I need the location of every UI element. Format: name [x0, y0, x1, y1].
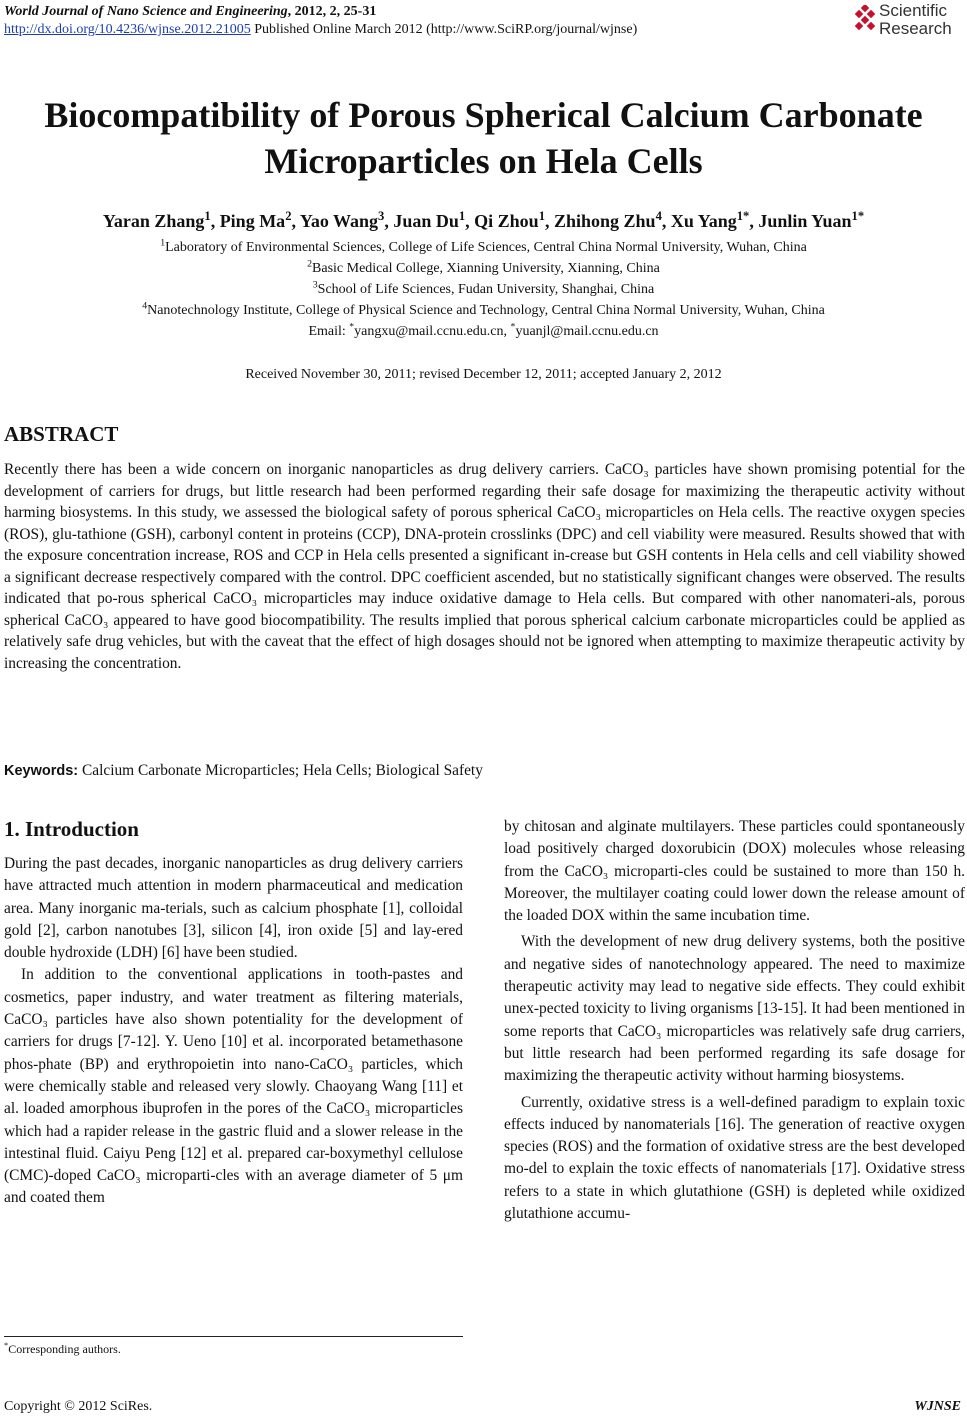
logo-diamonds-icon [853, 5, 879, 37]
doi-line [4, 21, 637, 38]
paragraph: During the past decades, inorganic nanoparticles as drug delivery carriers have attracted much attention in modern pharmaceutical and medication area. Many inorganic ma-terials, such as calcium phosphate [1], colloidal gold [2], carbon nanotubes [3], silicon [4], iron oxide [5] and lay-ered double hydroxide (LDH) [6] have been studied. [4, 855, 463, 962]
author-sup: 1 [538, 209, 545, 223]
email-star: * [510, 321, 516, 333]
author-sup: 1* [851, 209, 865, 223]
author: Junlin Yuan [758, 211, 852, 231]
paper-title [0, 92, 967, 184]
published-info: Published Online March 2012 (http://www.SciRP.org/journal/wjnse) [250, 22, 638, 37]
author-sup: 1 [204, 209, 211, 223]
email-address-1[interactable]: yangxu@mail.ccnu.edu.cn [354, 324, 504, 339]
author-sup: 4 [655, 209, 662, 223]
footnote-text: Corresponding authors. [8, 1342, 121, 1356]
journal-abbrev-footer: WJNSE [914, 1399, 961, 1414]
affiliation-text: Basic Medical College, Xianning University, Xianning, China [312, 261, 660, 276]
footnote-star: * [4, 1341, 9, 1350]
affiliation-4 [0, 301, 967, 321]
keywords-line [4, 761, 965, 781]
keywords-label: Keywords: [4, 763, 79, 779]
logo-line2: Research [879, 19, 952, 38]
scientific-research-logo [853, 2, 965, 42]
email-sep: , [503, 324, 511, 339]
abstract-text: Recently there has been a wide concern on inorganic nanoparticles as drug delivery carriers. CaCO₃ particles have shown promising potential for the development of carriers for drugs, but little research had been performed regarding their safe dosage for maximizing the therapeutic activity without harming biosystems. In this study, we assessed the biological safety of porous spherical CaCO₃ microparticles on Hela cells. The reactive oxygen species (ROS), glu-tathione (GSH), carbonyl content in proteins (CCP), DNA-protein crosslinks (DPC) and cell viability were measured. Results showed that with the exposure concentration increase, ROS and CCP in Hela cells presented a significant in-crease but GSH contents in Hela cells and cell viability showed a significant decrease respectively compared with the control. DPC coefficient ascended, but no statistically significant changes were observed. The results indicated that po-rous spherical CaCO₃ microparticles may induce oxidative damage to Hela cells. But compared with other nanomateri-als, porous spherical CaCO₃ appeared to have good biocompatibility. The results implied that porous spherical calcium carbonate microparticles could be applied as relatively safe drug vehicles, but with the caveat that the effect of high dosages should not be ignored when attempting to maximize therapeutic activity by increasing the concentration. [4, 461, 965, 672]
doi-link[interactable]: http://dx.doi.org/10.4236/wjnse.2012.21005 [4, 22, 251, 37]
left-column [4, 853, 463, 1210]
paragraph: Currently, oxidative stress is a well-defined paradigm to explain toxic effects induced by nanomaterials [16]. The generation of reactive oxygen species (ROS) and the formation of oxidative stress are the best developed mo-del to explain the toxic effects of nanomaterials [17]. Oxidative stress refers to a state in which glutathione (GSH) is depleted while oxidized glutathione accumu- [504, 1093, 965, 1223]
author-sup: 1 [458, 209, 466, 223]
author: Xu Yang [670, 211, 737, 231]
email-label: Email: [308, 324, 350, 339]
paragraph: With the development of new drug delivery systems, both the positive and negative sides of nanotechnology appeared. The need to maximize therapeutic activity may lead to negative side effects. They could exhibit unex-pected toxicity to living organisms [13-15]. It had been mentioned in some reports that CaCO₃ microparticles was relatively safe drug carriers, but little research had been performed regarding its safe dosage for maximizing the therapeutic activity without harming biosystems. [504, 933, 965, 1085]
logo-line1: Scientific [879, 1, 948, 20]
email-star: * [349, 321, 355, 333]
affiliation-text: Nanotechnology Institute, College of Physical Science and Technology, Central China Normal University, Wuhan, China [147, 303, 825, 318]
title-line-1: Biocompatibility of Porous Spherical Calcium Carbonate [44, 95, 923, 135]
affiliation-1 [0, 238, 967, 258]
affiliation-sup: 2 [307, 258, 313, 270]
intro-heading: 1. Introduction [4, 817, 139, 841]
author-sup: 1* [736, 209, 750, 223]
affiliation-sup: 3 [312, 279, 318, 291]
footnote-rule [4, 1336, 463, 1337]
author: Qi Zhou [474, 211, 539, 231]
affiliation-3 [0, 280, 967, 300]
author: Yao Wang [299, 211, 379, 231]
journal-name: World Journal of Nano Science and Engineering [4, 4, 288, 19]
abstract-heading: ABSTRACT [4, 422, 119, 446]
author: Yaran Zhang [102, 211, 205, 231]
author-sup: 3 [378, 209, 385, 223]
affiliation-2 [0, 259, 967, 279]
email-address-2[interactable]: yuanjl@mail.ccnu.edu.cn [515, 324, 659, 339]
title-line-2: Microparticles on Hela Cells [264, 141, 703, 181]
affiliation-text: School of Life Sciences, Fudan University, Shanghai, China [317, 282, 655, 297]
copyright-footer: Copyright © 2012 SciRes. [4, 1399, 153, 1414]
author: Zhihong Zhu [553, 211, 656, 231]
affiliation-sup: 1 [160, 237, 166, 249]
affiliation-text: Laboratory of Environmental Sciences, College of Life Sciences, Central China Normal University, Wuhan, China [165, 240, 807, 255]
paragraph: In addition to the conventional applications in tooth-pastes and cosmetics, paper industry, and water treatment as filtering materials, CaCO₃ particles have also shown potentiality for the development of carriers for drugs [7-12]. Y. Ueno [10] et al. incorporated betamethasone phos-phate (BP) and erythropoietin into nano-CaCO₃ particles, which were chemically stable and released very slowly. Chaoyang Wang [11] et al. loaded amorphous ibuprofen in the pores of the CaCO₃ microparticles which had a rapider release in the gastric fluid and a slower release in the intestinal fluid. Caiyu Peng [12] et al. prepared car-boxymethyl cellulose (CMC)-doped CaCO₃ microparti-cles with an average diameter of 5 μm and coated them [4, 966, 463, 1207]
footnote [4, 1341, 121, 1357]
right-column [504, 816, 965, 1225]
keywords-text: Calcium Carbonate Microparticles; Hela Cells; Biological Safety [78, 762, 483, 779]
author-sup: 2 [285, 209, 292, 223]
journal-issue: , 2012, 2, 25-31 [287, 4, 377, 19]
author-list: Yaran Zhang$^1$, Ping Ma$^2$, Yao Wang$^3$, Juan Du$^1$, Qi Zhou$^1$, Zhihong Zhu$^4$, Xu Yang$^{1*}$, Junlin Yuan$^{1*}$ [102, 209, 865, 231]
author: Ping Ma [219, 211, 286, 231]
journal-header [4, 3, 376, 20]
logo-text [879, 2, 952, 38]
paragraph: by chitosan and alginate multilayers. These particles could spontaneously load positively charged doxorubicin (DOX) molecules whose releasing from the CaCO₃ microparti-cles could be sustained to more than 150 h. Moreover, the multilayer coating could lower down the release amount of the loaded DOX within the same incubation time. [504, 818, 965, 925]
received-dates: Received November 30, 2011; revised December 12, 2011; accepted January 2, 2012 [245, 367, 722, 382]
affiliation-sup: 4 [142, 300, 148, 312]
author: Juan Du [393, 211, 459, 231]
email-line [0, 322, 967, 342]
